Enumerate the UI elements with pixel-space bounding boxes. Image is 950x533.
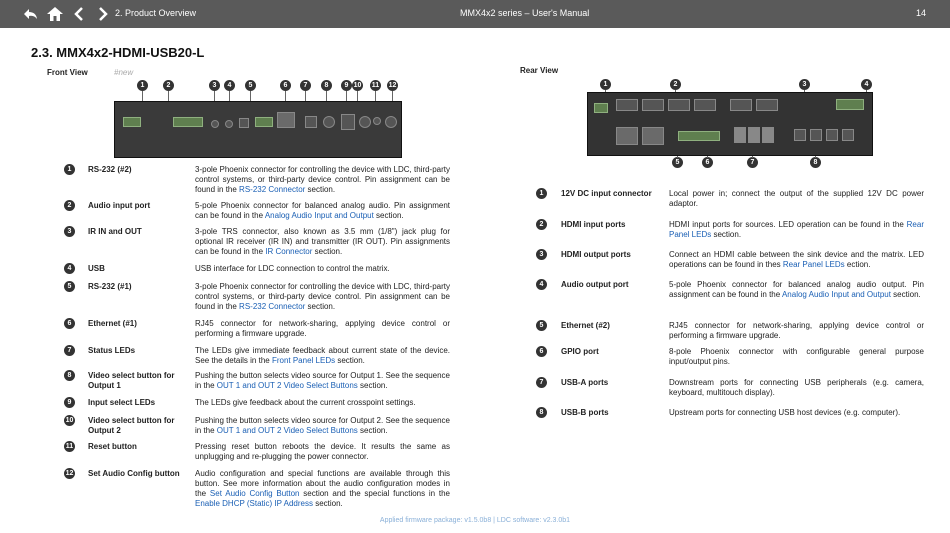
hdmi-in-2	[642, 99, 664, 111]
item-description	[195, 416, 450, 436]
item-name: Ethernet (#2)	[561, 321, 610, 330]
description-text: Upstream ports for connecting USB host devices (e.g. computer).	[669, 408, 901, 417]
item-number-badge: 3	[536, 249, 547, 260]
item-name: Input select LEDs	[88, 398, 156, 407]
back-history-icon[interactable]	[22, 5, 40, 23]
rear-callout-5: 5	[672, 157, 683, 168]
item-description	[195, 398, 450, 408]
next-page-icon[interactable]	[94, 5, 112, 23]
item-number-badge: 12	[65, 470, 74, 477]
description-text: RJ45 connector for network-sharing, applying device control or performing a firmware upgrade.	[669, 321, 924, 340]
front-panel	[114, 101, 402, 158]
item-name: IR IN and OUT	[88, 227, 142, 236]
usb-port	[239, 118, 249, 128]
item-description	[669, 408, 924, 418]
item-description	[195, 371, 450, 391]
front-callout-3: 3	[209, 80, 220, 91]
description-text: Audio configuration and special functions are available through this button. See more information about the audio configuration modes in the	[195, 469, 450, 498]
front-callout-11: 11	[371, 82, 380, 89]
item-number-badge: 1	[64, 164, 75, 175]
page-title: 2.3. MMX4x2-HDMI-USB20-L	[31, 45, 205, 60]
section-link[interactable]: RS-232 Connector	[239, 302, 306, 311]
item-description	[669, 220, 924, 240]
description-text: The LEDs give feedback about the current crosspoint settings.	[195, 398, 416, 407]
gpio-connector	[678, 131, 720, 141]
rear-panel	[587, 92, 873, 156]
description-text: section.	[312, 499, 343, 508]
section-link[interactable]: Enable DHCP (Static) IP Address	[195, 499, 313, 508]
description-text: USB interface for LDC connection to control the matrix.	[195, 264, 390, 273]
item-name: Audio output port	[561, 280, 629, 289]
dc-input-connector	[594, 103, 608, 113]
rear-callout-8: 8	[810, 157, 821, 168]
description-text: section.	[335, 356, 365, 365]
description-text: section.	[890, 290, 921, 299]
item-name: HDMI input ports	[561, 220, 626, 229]
hdmi-out-2	[756, 99, 778, 111]
section-link[interactable]: IR Connector	[265, 247, 313, 256]
audio-in-connector	[173, 117, 203, 127]
item-description	[195, 319, 450, 339]
description-text: Pressing reset button reboots the device. It results the same as unplugging and re-plugging the power connector.	[195, 442, 450, 461]
item-number-badge: 2	[64, 200, 75, 211]
footer-versions: Applied firmware package: v1.5.0b8 | LDC software: v2.3.0b1	[379, 517, 571, 524]
header-bar	[0, 0, 950, 28]
rear-callout-3: 3	[799, 79, 810, 90]
front-callout-5: 5	[245, 80, 256, 91]
section-link[interactable]: Analog Audio Input and Output	[781, 290, 891, 299]
description-text: section.	[305, 185, 336, 194]
section-link[interactable]: OUT 1 and OUT 2 Video Select Buttons	[216, 426, 358, 435]
item-number-badge: 7	[64, 345, 75, 356]
item-name: RS-232 (#2)	[88, 165, 132, 174]
section-link[interactable]: Set Audio Config Button	[209, 489, 300, 498]
rs232-1-connector	[255, 117, 273, 127]
ir-out-jack	[225, 120, 233, 128]
item-name: Set Audio Config button	[88, 469, 180, 478]
usb-a-port-2	[748, 127, 760, 143]
description-text: section.	[711, 230, 742, 239]
rs232-2-connector	[123, 117, 141, 127]
description-text: Pushing the button selects video source for Output 1. See the sequence in the	[195, 371, 450, 390]
rear-callout-4: 4	[861, 79, 872, 90]
item-number-badge: 4	[64, 263, 75, 274]
section-link[interactable]: Analog Audio Input and Output	[264, 211, 374, 220]
description-text: The LEDs give immediate feedback about current state of the device. See the details in the	[195, 346, 450, 365]
item-number-badge: 4	[536, 279, 547, 290]
item-name: USB-B ports	[561, 408, 609, 417]
front-callout-10: 10	[353, 82, 362, 89]
home-icon[interactable]	[46, 5, 64, 23]
item-number-badge: 11	[65, 443, 74, 450]
item-description	[195, 227, 450, 257]
document-title: MMX4x2 series – User's Manual	[460, 8, 590, 18]
item-name: Status LEDs	[88, 346, 136, 355]
item-number-badge: 1	[536, 188, 547, 199]
description-text: section.	[312, 247, 343, 256]
rear-callout-6: 6	[702, 157, 713, 168]
section-link[interactable]: Rear Panel LEDs	[782, 260, 845, 269]
ethernet-2-port	[616, 127, 638, 145]
description-text: 5-pole Phoenix connector for balanced analog audio output. Pin assignment can be found in the	[669, 280, 924, 299]
description-text: Connect an HDMI cable between the sink device and the matrix. LED operations can be found in thes	[669, 250, 924, 269]
usb-a-port-1	[734, 127, 746, 143]
item-name: Reset button	[88, 442, 137, 451]
page-number: 14	[916, 8, 927, 18]
front-callout-9: 9	[341, 80, 352, 91]
audio-out-connector	[836, 99, 864, 110]
description-text: RJ45 connector for network-sharing, applying device control or performing a firmware upgrade.	[195, 319, 450, 338]
hdmi-in-4	[694, 99, 716, 111]
item-number-badge: 6	[536, 346, 547, 357]
usb-b-port-3	[826, 129, 838, 141]
description-text: ection.	[844, 260, 871, 269]
item-description	[669, 280, 924, 300]
new-tag: #new	[114, 68, 134, 77]
item-name: Video select button for Output 1	[88, 371, 175, 390]
rear-callout-7: 7	[747, 157, 758, 168]
description-text: 8-pole Phoenix connector with configurable general purpose input/output pins.	[669, 347, 924, 366]
description-text: section.	[357, 426, 388, 435]
ethernet-port-b	[642, 127, 664, 145]
item-number-badge: 6	[64, 318, 75, 329]
item-description	[195, 282, 450, 312]
item-name: USB	[88, 264, 105, 273]
description-text: 3-pole Phoenix connector for controlling the device with LDC, third-party control systems, or third-party device control. Pin assignment can be found in the	[195, 165, 450, 194]
section-link[interactable]: RS-232 Connector	[239, 185, 306, 194]
description-text: Downstream ports for connecting USB peripherals (e.g. camera, keyboard, multitouch display).	[669, 378, 924, 397]
front-callout-8: 8	[321, 80, 332, 91]
description-text: section and the special functions in the	[299, 489, 451, 498]
item-number-badge: 5	[64, 281, 75, 292]
item-description	[195, 469, 450, 509]
section-link[interactable]: Front Panel LEDs	[271, 356, 336, 365]
item-name: 12V DC input connector	[561, 189, 652, 198]
description-text: 3-pole TRS connector, also known as 3.5 mm (1/8") jack plug for optional IR receiver (IR IN) and transmitter (IR OUT). Pin assignments can be found in the	[195, 227, 450, 256]
description-text: Local power in; connect the output of the supplied 12V DC power adaptor.	[669, 189, 924, 208]
item-number-badge: 8	[536, 407, 547, 418]
front-callout-7: 7	[300, 80, 311, 91]
item-number-badge: 5	[536, 320, 547, 331]
item-number-badge: 3	[64, 226, 75, 237]
front-callout-4: 4	[224, 80, 235, 91]
description-text: Pushing the button selects video source for Output 2. See the sequence in the	[195, 416, 450, 435]
item-name: HDMI output ports	[561, 250, 631, 259]
item-name: Audio input port	[88, 201, 151, 210]
item-name: RS-232 (#1)	[88, 282, 132, 291]
item-description	[669, 378, 924, 398]
item-name: Video select button for Output 2	[88, 416, 175, 435]
item-description	[669, 347, 924, 367]
usb-a-port-3	[762, 127, 774, 143]
usb-b-port-2	[810, 129, 822, 141]
front-view-label: Front View	[47, 68, 88, 77]
description-text: 3-pole Phoenix connector for controlling the device with LDC, third-party control systems, or third-party device control. Pin assignment can be found in the	[195, 282, 450, 311]
item-description	[669, 321, 924, 341]
item-number-badge: 10	[65, 417, 74, 424]
section-link[interactable]: OUT 1 and OUT 2 Video Select Buttons	[216, 381, 358, 390]
item-description	[669, 250, 924, 270]
item-name: USB-A ports	[561, 378, 609, 387]
hdmi-out-1	[730, 99, 752, 111]
front-callout-2: 2	[163, 80, 174, 91]
item-number-badge: 7	[536, 377, 547, 388]
front-callout-6: 6	[280, 80, 291, 91]
rear-callout-1: 1	[600, 79, 611, 90]
front-callout-12: 12	[388, 82, 397, 89]
rear-callout-2: 2	[670, 79, 681, 90]
description-text: section.	[305, 302, 336, 311]
out2-select-button	[359, 116, 371, 128]
nav-buttons	[22, 5, 112, 23]
item-number-badge: 2	[536, 219, 547, 230]
section-link[interactable]: Rear Panel LEDs	[669, 220, 924, 239]
input-select-leds	[341, 114, 355, 130]
previous-page-icon[interactable]	[70, 5, 88, 23]
item-name: Ethernet (#1)	[88, 319, 137, 328]
description-text: HDMI input ports for sources. LED operation can be found in the	[669, 220, 907, 229]
item-description	[195, 201, 450, 221]
item-name: GPIO port	[561, 347, 599, 356]
front-callout-1: 1	[137, 80, 148, 91]
item-number-badge: 8	[64, 370, 75, 381]
item-description	[195, 442, 450, 462]
status-leds	[305, 116, 317, 128]
ethernet-1-port	[277, 112, 295, 128]
ir-in-jack	[211, 120, 219, 128]
audio-config-button	[385, 116, 397, 128]
hdmi-in-1	[616, 99, 638, 111]
rear-view-label: Rear View	[520, 66, 559, 75]
item-description	[195, 165, 450, 195]
usb-b-port-4	[842, 129, 854, 141]
item-description	[195, 346, 450, 366]
usb-b-port-1	[794, 129, 806, 141]
hdmi-in-3	[668, 99, 690, 111]
description-text: section.	[357, 381, 388, 390]
description-text: section.	[373, 211, 404, 220]
item-description	[195, 264, 450, 274]
description-text: 5-pole Phoenix connector for balanced analog audio. Pin assignment can be found in the	[195, 201, 450, 220]
item-description	[669, 189, 924, 209]
reset-button	[373, 117, 381, 125]
out1-select-button	[323, 116, 335, 128]
item-number-badge: 9	[64, 397, 75, 408]
section-breadcrumb: 2. Product Overview	[115, 8, 197, 18]
